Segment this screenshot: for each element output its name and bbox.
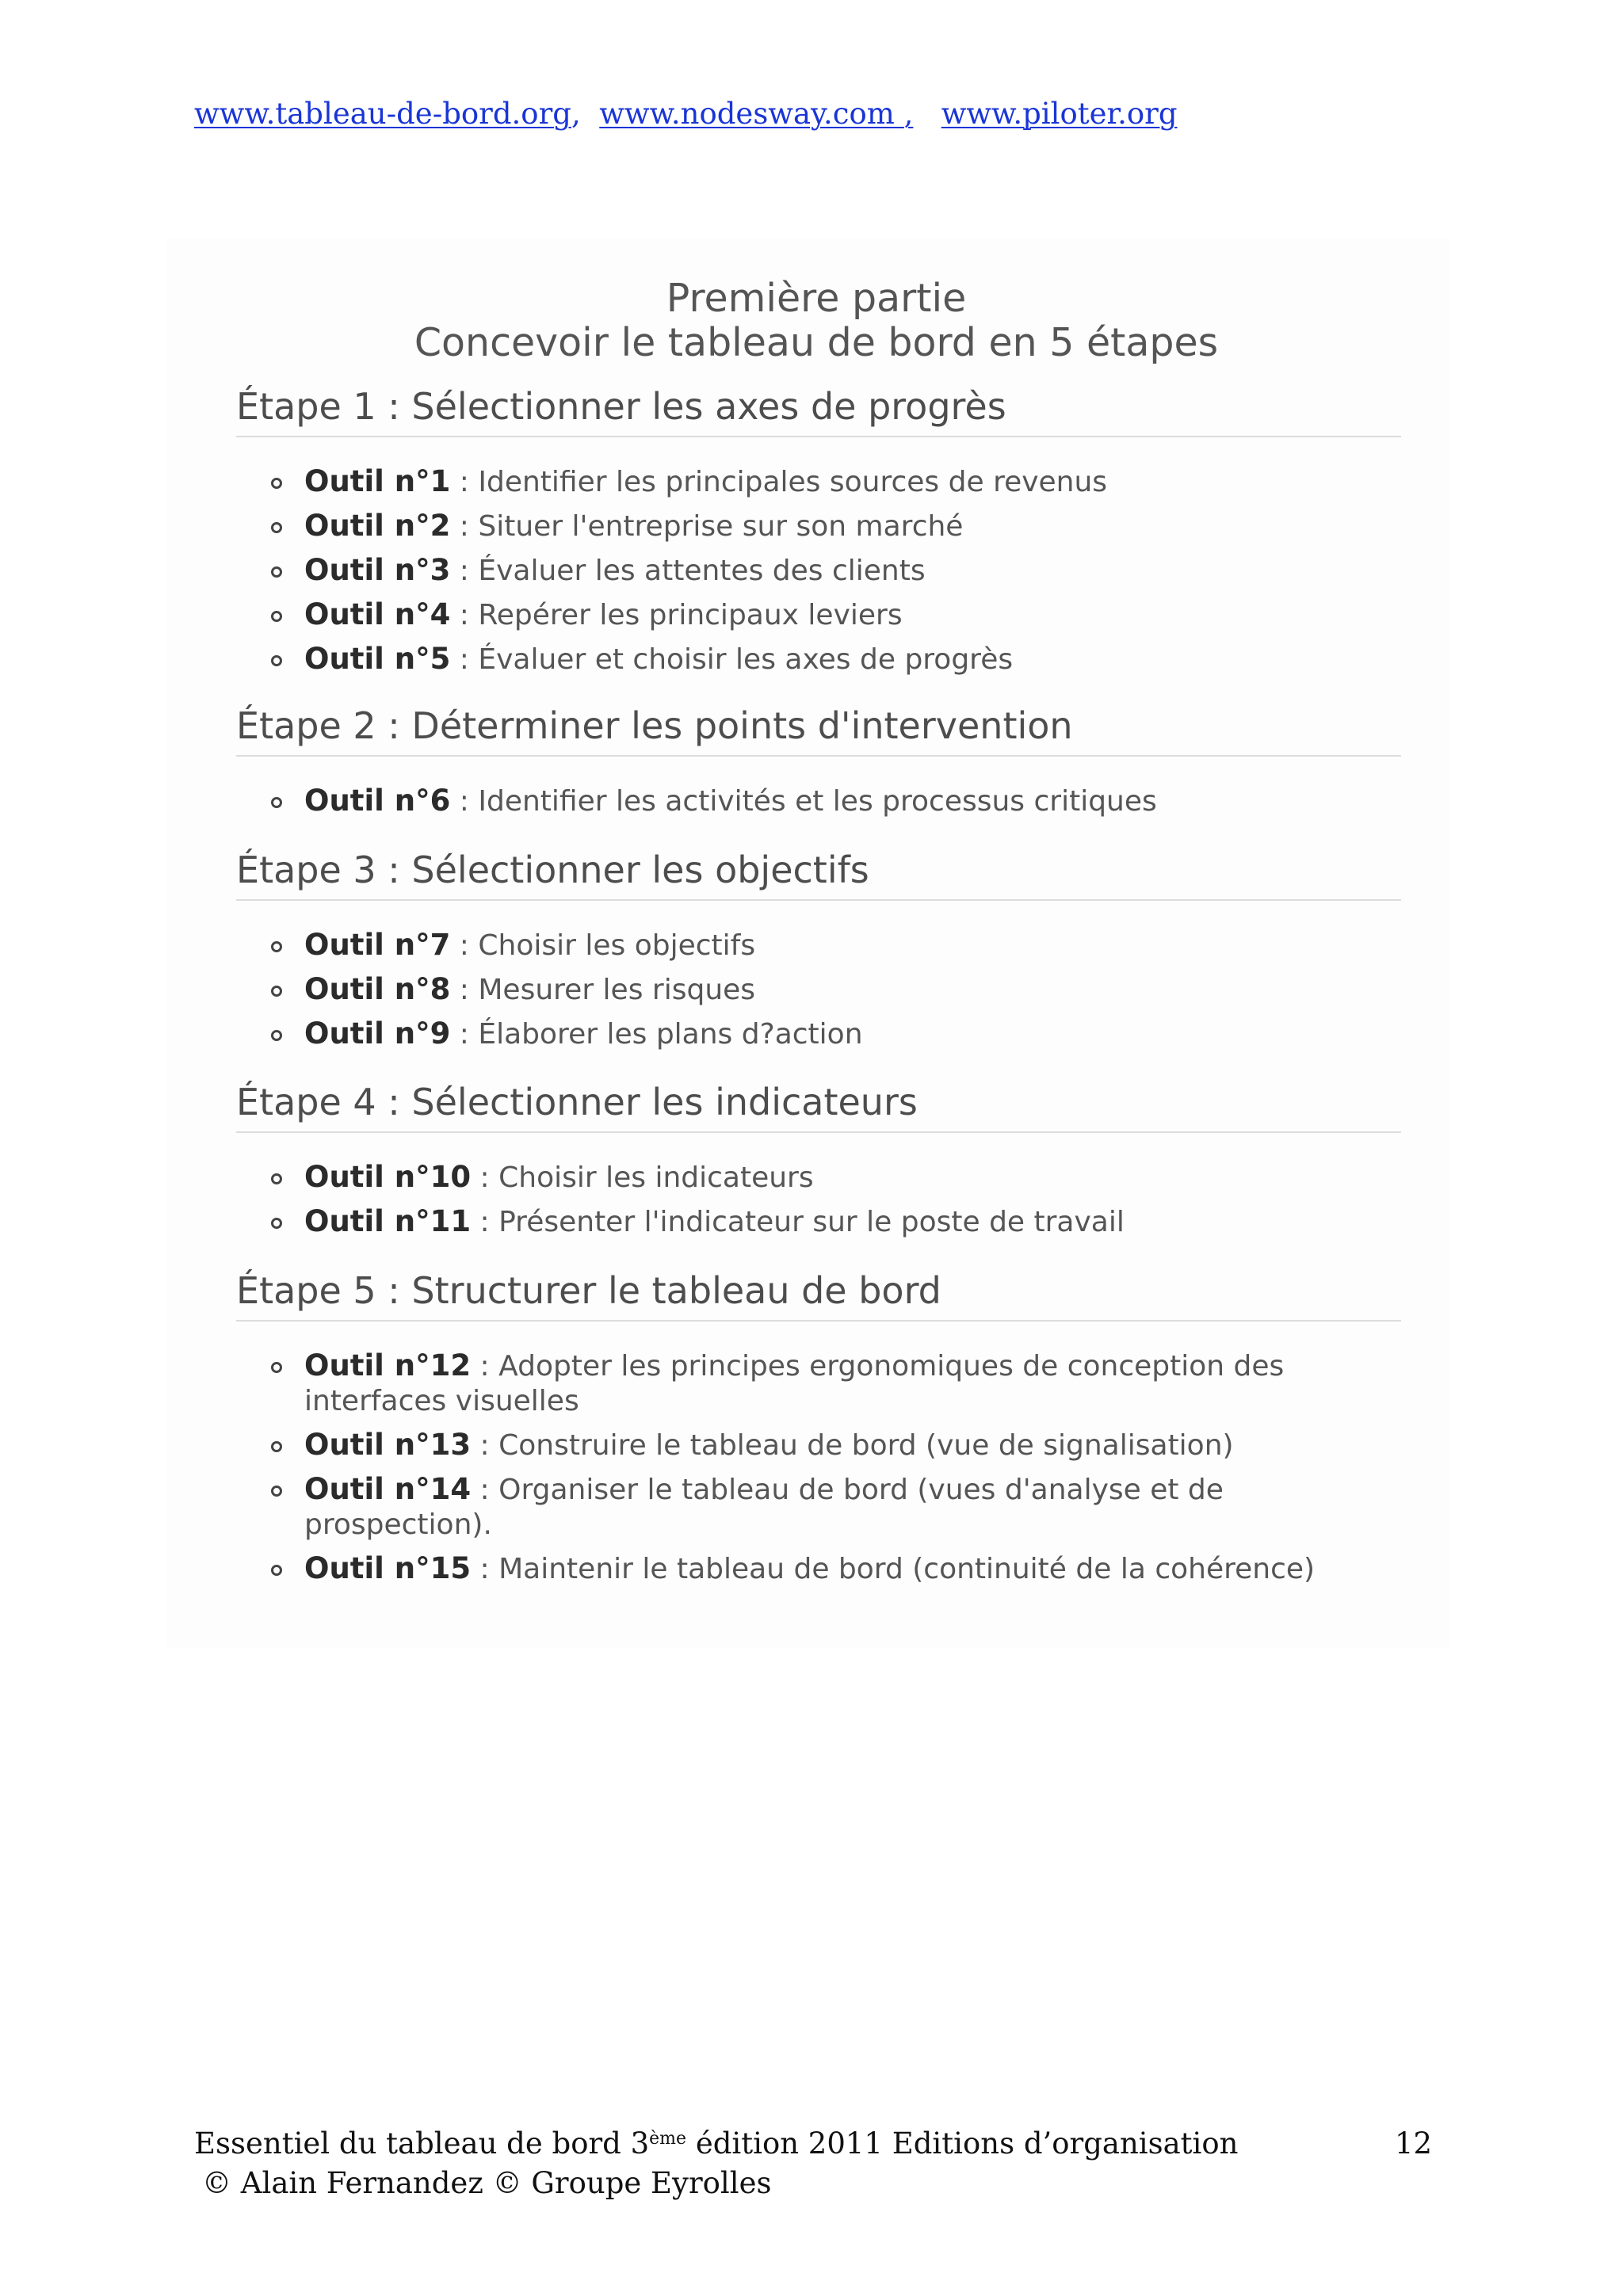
tool-label: Outil n°14: [304, 1472, 472, 1506]
step-4: [236, 1081, 1401, 1249]
tool-text: Organiser le tableau de bord (vues d'analyse et de prospection).: [304, 1474, 1224, 1541]
tool-separator: :: [459, 929, 469, 962]
list-item: [236, 553, 1382, 589]
part-subtitle: Concevoir le tableau de bord en 5 étapes: [414, 320, 1219, 365]
tool-label: Outil n°6: [304, 784, 451, 818]
bullet-icon: [271, 566, 282, 578]
bullet-icon: [271, 1486, 282, 1497]
footer-superscript: ème: [649, 2129, 687, 2149]
content-image: [166, 238, 1450, 1648]
footer-book-prefix: Essentiel du tableau de bord 3: [194, 2126, 650, 2161]
tool-text: Mesurer les risques: [478, 974, 756, 1006]
list-item: [236, 509, 1382, 544]
bullet-icon: [271, 1565, 282, 1576]
tool-text: Situer l'entreprise sur son marché: [478, 510, 964, 543]
tool-text: Construire le tableau de bord (vue de signalisation): [498, 1429, 1234, 1462]
tool-list: [236, 464, 1401, 677]
header-separator: ,: [571, 97, 581, 131]
tool-label: Outil n°12: [304, 1348, 472, 1383]
tool-separator: :: [479, 1429, 490, 1462]
link-nodesway[interactable]: www.nodesway.com ,: [599, 97, 914, 131]
page-number: 12: [1395, 2126, 1433, 2161]
list-item: [236, 928, 1382, 963]
list-item: [236, 1204, 1382, 1240]
step-title: Étape 5 : Structurer le tableau de bord: [236, 1272, 1401, 1322]
list-item: [236, 597, 1382, 633]
bullet-icon: [271, 522, 282, 533]
tool-separator: :: [459, 510, 469, 543]
tool-separator: :: [459, 643, 469, 676]
tool-text: Choisir les indicateurs: [498, 1161, 814, 1194]
tool-label: Outil n°13: [304, 1428, 472, 1462]
list-item: [236, 1160, 1382, 1196]
bullet-icon: [271, 986, 282, 997]
step-2: [236, 704, 1401, 828]
footer: [194, 2124, 1239, 2203]
link-tableau-de-bord[interactable]: www.tableau-de-bord.org: [194, 97, 571, 131]
list-item: [236, 642, 1382, 677]
step-title: Étape 3 : Sélectionner les objectifs: [236, 852, 1401, 901]
list-item: [236, 1472, 1382, 1543]
tool-label: Outil n°3: [304, 553, 451, 587]
bullet-icon: [271, 1218, 282, 1229]
tool-label: Outil n°15: [304, 1551, 472, 1585]
step-title: Étape 4 : Sélectionner les indicateurs: [236, 1084, 1401, 1133]
list-item: [236, 1428, 1382, 1463]
tool-separator: :: [459, 555, 469, 587]
part-title: Première partie: [666, 276, 967, 321]
tool-separator: :: [459, 785, 469, 818]
list-item: [236, 972, 1382, 1008]
bullet-icon: [271, 1362, 282, 1373]
tool-label: Outil n°4: [304, 597, 451, 631]
tool-label: Outil n°1: [304, 464, 451, 498]
tool-text: Choisir les objectifs: [478, 929, 756, 962]
tool-list: [236, 784, 1401, 819]
tool-separator: :: [459, 599, 469, 631]
bullet-icon: [271, 941, 282, 952]
tool-separator: :: [459, 466, 469, 498]
tool-separator: :: [479, 1206, 490, 1238]
footer-copyright: © Alain Fernandez © Groupe Eyrolles: [202, 2166, 772, 2200]
tool-separator: :: [479, 1474, 490, 1506]
tool-label: Outil n°9: [304, 1016, 451, 1051]
tool-label: Outil n°10: [304, 1160, 472, 1194]
step-title: Étape 2 : Déterminer les points d'intervention: [236, 707, 1401, 757]
tool-text: Présenter l'indicateur sur le poste de travail: [498, 1206, 1125, 1238]
tool-label: Outil n°11: [304, 1204, 472, 1238]
tool-separator: :: [479, 1553, 490, 1585]
tool-label: Outil n°8: [304, 972, 451, 1006]
tool-text: Identifier les principales sources de revenus: [478, 466, 1108, 498]
bullet-icon: [271, 1030, 282, 1041]
tool-text: Maintenir le tableau de bord (continuité de la cohérence): [498, 1553, 1316, 1585]
tool-separator: :: [479, 1161, 490, 1194]
tool-label: Outil n°7: [304, 928, 451, 962]
step-3: [236, 849, 1401, 1061]
footer-book-suffix: édition 2011 Editions d’organisation: [686, 2126, 1239, 2161]
header-links: [194, 97, 1178, 132]
tool-separator: :: [459, 974, 469, 1006]
tool-separator: :: [479, 1350, 490, 1383]
tool-label: Outil n°5: [304, 642, 451, 676]
tool-list: [236, 1160, 1401, 1240]
bullet-icon: [271, 797, 282, 808]
bullet-icon: [271, 611, 282, 622]
list-item: [236, 1348, 1382, 1419]
bullet-icon: [271, 1441, 282, 1452]
tool-text: Identifier les activités et les processus critiques: [478, 785, 1157, 818]
tool-separator: :: [459, 1018, 469, 1051]
tool-text: Adopter les principes ergonomiques de conception des interfaces visuelles: [304, 1350, 1285, 1417]
bullet-icon: [271, 655, 282, 666]
list-item: [236, 784, 1382, 819]
footer-book-line: [194, 2124, 1239, 2164]
bullet-icon: [271, 478, 282, 489]
tool-list: [236, 928, 1401, 1052]
tool-text: Évaluer les attentes des clients: [478, 555, 926, 587]
tool-text: Repérer les principaux leviers: [478, 599, 903, 631]
bullet-icon: [271, 1173, 282, 1184]
tool-text: Évaluer et choisir les axes de progrès: [478, 643, 1014, 676]
step-1: [236, 385, 1401, 686]
tool-text: Élaborer les plans d?action: [478, 1018, 863, 1051]
list-item: [236, 1551, 1382, 1587]
tool-list: [236, 1348, 1401, 1587]
list-item: [236, 1016, 1382, 1052]
list-item: [236, 464, 1382, 500]
step-title: Étape 1 : Sélectionner les axes de progrès: [236, 388, 1401, 437]
tool-label: Outil n°2: [304, 509, 451, 543]
link-piloter[interactable]: www.piloter.org: [941, 97, 1178, 131]
step-5: [236, 1269, 1401, 1596]
